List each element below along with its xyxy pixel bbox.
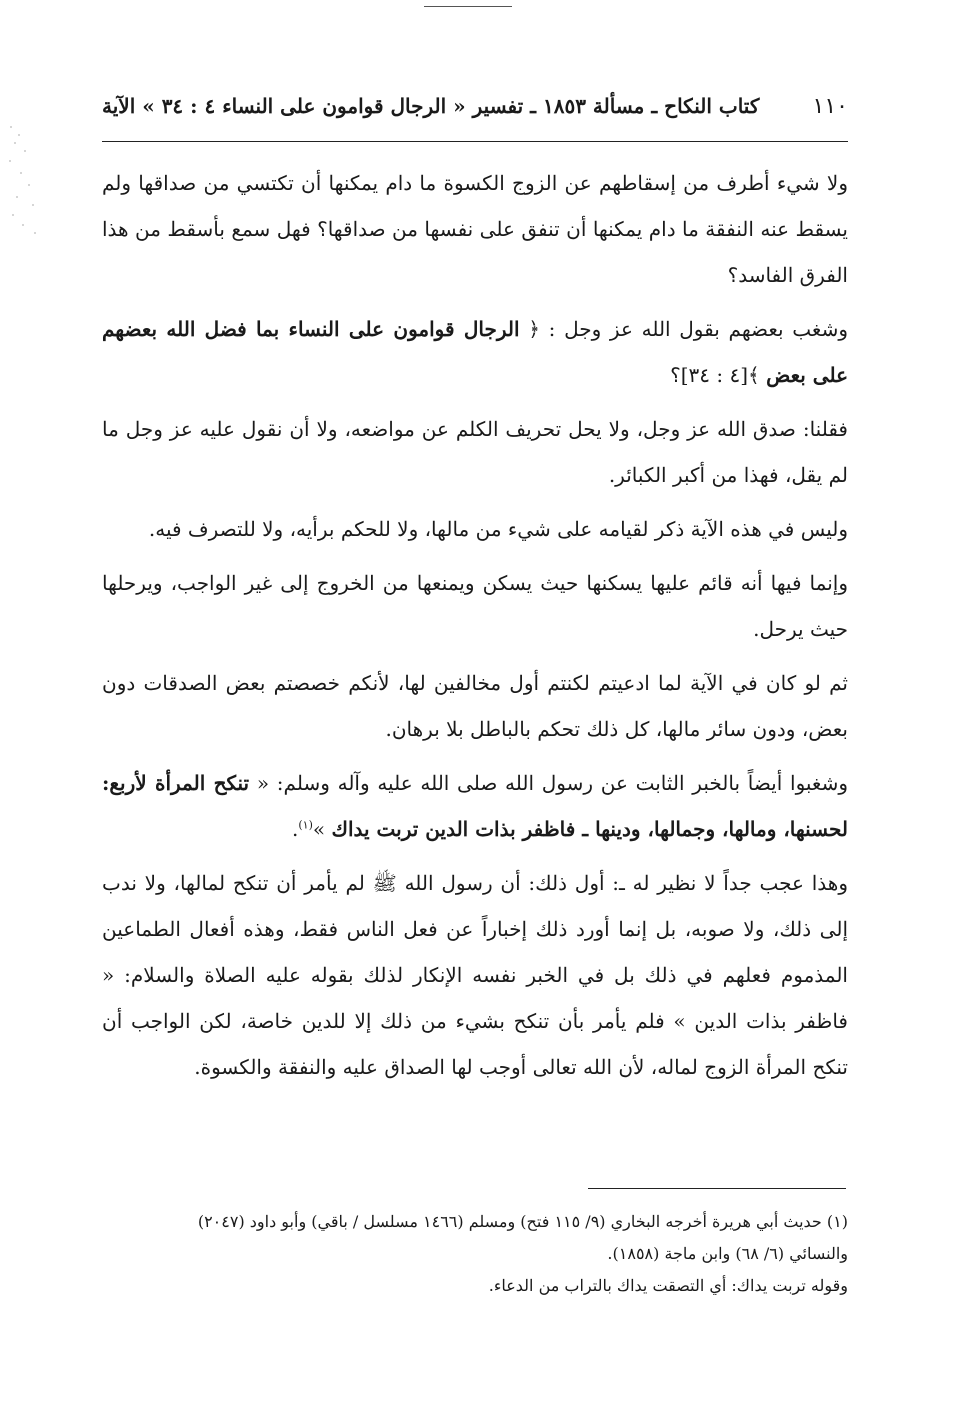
footnote-line: وقوله تربت يداك: أي التصقت يداك بالتراب من الدعاء. xyxy=(488,1276,848,1295)
quran-verse: الرجال قوامون على النساء بما فضل الله بعضهم على بعض xyxy=(102,317,848,387)
quote-close: » xyxy=(312,817,332,841)
paragraph: وإنما فيها أنه قائم عليها يسكنها حيث يسكن ويمنعها من الخروج إلى غير الواجب، ويرحلها حيث يرحل. xyxy=(102,571,848,641)
footnotes xyxy=(102,1206,848,1302)
paragraph: ولا شيء أطرف من إسقاطهم عن الزوج الكسوة ما دام يمكنها أن تكتسي من صداقها ولم يسقط عنه النفقة ما دام يمكنها أن تنفق على نفسها من صداقها؟ فهل سمع بأسقط من هذا الفرق الفاسد؟ xyxy=(102,171,849,287)
scan-noise xyxy=(6,120,42,250)
paragraph-quran-quote xyxy=(102,306,848,398)
top-scan-line xyxy=(424,6,512,7)
paragraph: وليس في هذه الآية ذكر لقيامه على شيء من مالها، ولا للحكم برأيه، ولا للتصرف فيه. xyxy=(148,517,848,541)
verse-reference: ﴾[٤ : ٣٤]؟ xyxy=(670,363,767,387)
main-text xyxy=(102,160,848,1098)
paragraph: ثم لو كان في الآية لما ادعيتم لكنتم أول مخالفين لها، لأنكم خصصتم بعض الصدقات دون بعض، ودون سائر مالها، كل ذلك تحكم بالباطل بلا برهان. xyxy=(102,671,848,741)
running-head: كتاب النكاح ـ مسألة ١٨٥٣ ـ تفسير « الرجال قوامون على النساء ٤ : ٣٤ » الآية xyxy=(102,94,760,118)
quote-intro: وشغب بعضهم بقول الله عز وجل : ﴿ xyxy=(519,317,848,341)
quote-intro: وشغبوا أيضاً بالخبر الثابت عن رسول الله صلى الله عليه وآله وسلم: « xyxy=(249,771,848,795)
footnote-marker: (١) xyxy=(298,818,313,832)
hadith-text: تنكح المرأة لأربع: لحسنها، ومالها، وجمالها، ودينها ـ فاظفر بذات الدين تربت يداك xyxy=(102,771,848,841)
sentence-end: . xyxy=(291,817,299,841)
footnote-divider xyxy=(588,1188,846,1189)
paragraph-hadith-quote xyxy=(102,760,848,852)
paragraph: فقلنا: صدق الله عز وجل، ولا يحل تحريف الكلم عن مواضعه، ولا أن نقول عليه عز وجل ما لم يقل، فهذا من أكبر الكبائر. xyxy=(102,417,848,487)
header-divider xyxy=(102,141,848,142)
page-number: ١١٠ xyxy=(812,94,848,119)
page-header xyxy=(102,92,848,126)
footnote-line: (١) حديث أبي هريرة أخرجه البخاري (٩/ ١١٥ فتح) ومسلم (١٤٦٦ مسلسل / باقي) وأبو داود (٢٠٤٧) xyxy=(197,1212,848,1231)
footnote-line: والنسائي (٦/ ٦٨) وابن ماجة (١٨٥٨). xyxy=(607,1244,848,1263)
paragraph: وهذا عجب جداً لا نظير له ـ: أول ذلك: أن رسول الله ﷺ لم يأمر أن تنكح لمالها، ولا ندب إلى ذلك، ولا صوبه، بل إنما أورد ذلك إخباراً عن فعل الناس فقط، وهذه أفعال الطماعين المذموم فعلهم في ذلك بل في الخبر نفسه الإنكار لذلك بقوله عليه الصلاة والسلام: « فاظفر بذات الدين » فلم يأمر بأن تنكح بشيء من ذلك إلا للدين خاصة، لكن الواجب أن تنكح المرأة الزوج لماله، لأن الله تعالى أوجب لها الصداق عليه والنفقة والكسوة. xyxy=(102,871,848,1079)
